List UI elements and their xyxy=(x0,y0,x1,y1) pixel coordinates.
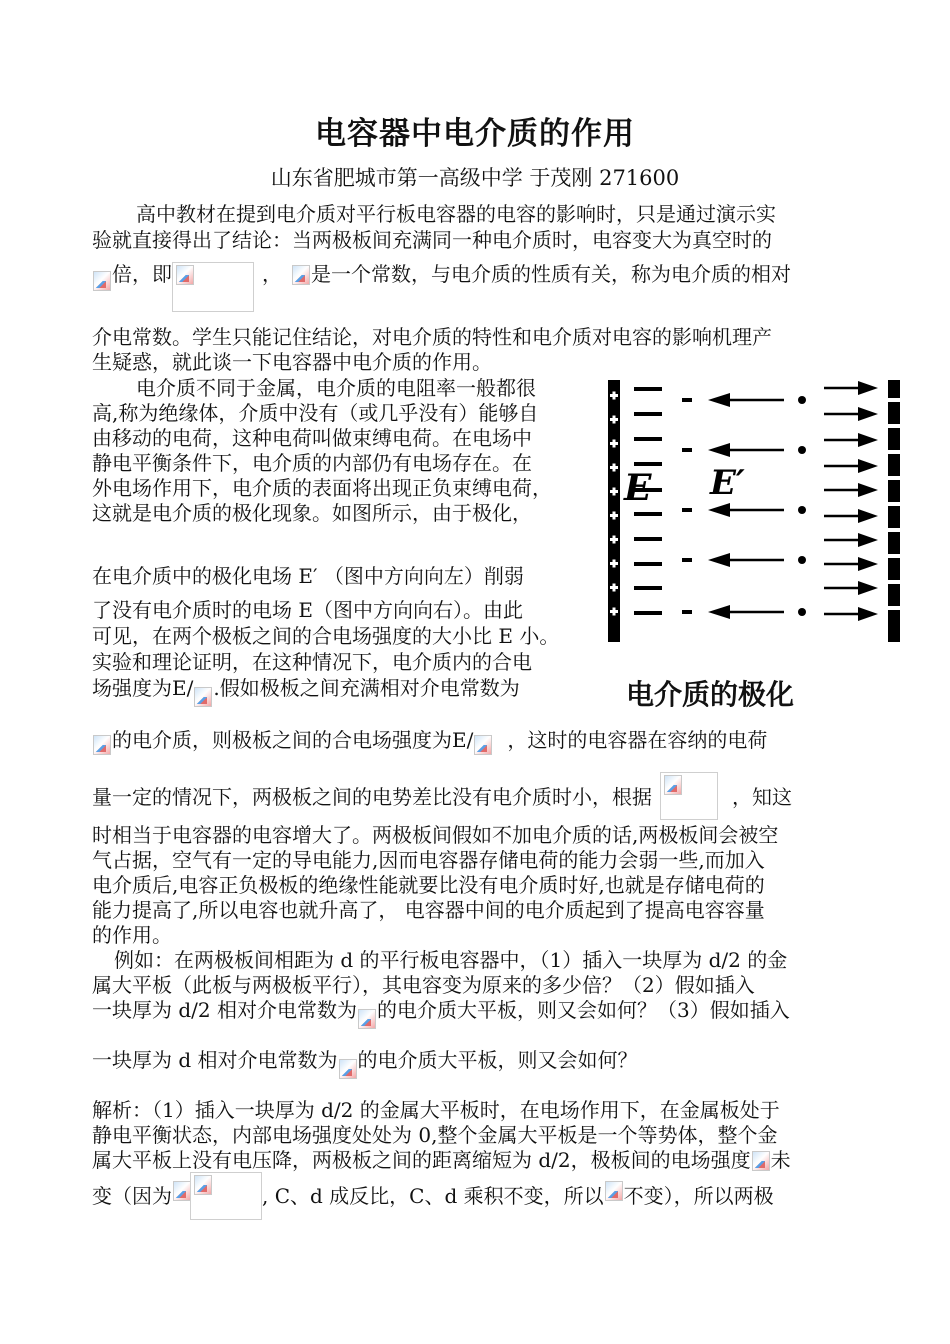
example-line3 xyxy=(92,998,790,1029)
negative-plate xyxy=(888,380,900,642)
figure-caption: 电介质的极化 xyxy=(626,678,795,711)
formula-image-icon xyxy=(176,265,194,285)
formula-box xyxy=(190,1172,262,1220)
formula-image-icon xyxy=(93,271,111,291)
formula-image-icon xyxy=(664,775,682,795)
para2-line11 xyxy=(92,676,520,707)
para1-line4: 介电常数。学生只能记住结论，对电介质的特性和电介质对电容的影响机理产 xyxy=(92,325,772,349)
formula-image-icon xyxy=(194,1175,212,1195)
formula-image-icon xyxy=(605,1181,623,1201)
field-arrows-right xyxy=(824,381,878,621)
text: 量一定的情况下，两极板之间的电势差比没有电介质时小，根据 xyxy=(92,785,652,809)
formula-image-icon xyxy=(339,1059,357,1079)
formula-image-icon xyxy=(194,687,212,707)
formula-box xyxy=(172,262,254,312)
formula-image-icon xyxy=(474,735,492,755)
para2-line13 xyxy=(92,772,792,820)
text: ，知这 xyxy=(732,785,792,809)
para2-line4: 静电平衡条件下，电介质的内部仍有电场存在。在 xyxy=(92,451,532,475)
para1-line2: 验就直接得出了结论：当两极板间充满同一种电介质时，电容变大为真空时的 xyxy=(92,228,772,252)
dipole-row xyxy=(682,503,806,517)
dipole-row xyxy=(682,393,806,407)
formula-image-icon xyxy=(93,735,111,755)
formula-image-icon xyxy=(358,1009,376,1029)
para2-line12 xyxy=(92,728,767,755)
solution-line1: 解析：（1）插入一块厚为 d/2 的金属大平板时，在电场作用下，在金属板处于 xyxy=(92,1098,780,1122)
solution-line2: 静电平衡状态，内部电场强度处处为 0,整个金属大平板是一个等势体，整个金 xyxy=(92,1123,778,1147)
text: ，这时的电容器在容纳的电荷 xyxy=(507,728,768,752)
para2-line8: 了没有电介质时的电场 E（图中方向向右）。由此 xyxy=(92,598,523,622)
polarization-figure xyxy=(606,378,906,648)
text: ， xyxy=(262,262,282,286)
text: 是一个常数，与电介质的性质有关，称为电介质的相对 xyxy=(311,262,791,286)
para2-line10: 实验和理论证明，在这种情况下，电介质内的合电 xyxy=(92,650,532,674)
para2-line17: 能力提高了,所以电容也就升高了， 电容器中间的电介质起到了提高电容容量 xyxy=(92,898,765,922)
text: 的电介质大平板，则又会如何？ xyxy=(357,1048,638,1072)
text: .假如极板之间充满相对介电常数为 xyxy=(213,676,520,700)
formula-box xyxy=(660,772,718,820)
para1-line3 xyxy=(92,262,791,312)
para1-line5: 生疑惑，就此谈一下电容器中电介质的作用。 xyxy=(92,350,492,374)
para1-line1: 高中教材在提到电介质对平行板电容器的电容的影响时，只是通过演示实 xyxy=(136,202,776,226)
solution-line3 xyxy=(92,1148,791,1173)
text: 未 xyxy=(770,1148,791,1172)
para2-line18: 的作用。 xyxy=(92,923,172,947)
para2-line6: 这就是电介质的极化现象。如图所示，由于极化， xyxy=(92,501,532,525)
dipole-row xyxy=(682,605,806,619)
label-e: E xyxy=(624,467,652,509)
para2-line1: 电介质不同于金属，电介质的电阻率一般都很 xyxy=(136,376,536,400)
dipole-row xyxy=(682,443,806,457)
text: 场强度为E/ xyxy=(92,676,194,700)
text: 倍，即 xyxy=(112,262,172,286)
para2-line9: 可见，在两个极板之间的合电场强度的大小比 E 小。 xyxy=(92,624,560,648)
para2-line5: 外电场作用下，电介质的表面将出现正负束缚电荷， xyxy=(92,476,552,500)
text: 的电介质大平板，则又会如何？（3）假如插入 xyxy=(376,998,790,1022)
dipole-row xyxy=(682,553,806,567)
page-title: 电容器中电介质的作用 xyxy=(315,116,635,152)
positive-plate xyxy=(608,380,620,642)
formula-image-icon xyxy=(173,1181,191,1201)
text: , C、d 成反比，C、d 乘积不变，所以 xyxy=(262,1184,604,1208)
text: 属大平板上没有电压降，两极板之间的距离缩短为 d/2，极板间的电场强度 xyxy=(92,1148,751,1172)
para2-line15: 气占据，空气有一定的导电能力,因而电容器存储电荷的能力会弱一些,而加入 xyxy=(92,848,765,872)
solution-line4 xyxy=(92,1172,774,1220)
text: 一块厚为 d 相对介电常数为 xyxy=(92,1048,338,1072)
text: 不变），所以两极 xyxy=(623,1184,774,1208)
para2-line7: 在电介质中的极化电场 E′ （图中方向向左）削弱 xyxy=(92,564,524,588)
para2-line3: 由移动的电荷，这种电荷叫做束缚电荷。在电场中 xyxy=(92,426,532,450)
label-e-prime: E′ xyxy=(710,463,745,503)
para2-line14: 时相当于电容器的电容增大了。两极板间假如不加电介质的话,两极板间会被空 xyxy=(92,823,779,847)
para2-line16: 电介质后,电容正负极板的绝缘性能就要比没有电介质时好,也就是存储电荷的 xyxy=(92,873,765,897)
author-line: 山东省肥城市第一高级中学 于茂刚 271600 xyxy=(270,166,680,190)
text: 变（因为 xyxy=(92,1184,172,1208)
text: 一块厚为 d/2 相对介电常数为 xyxy=(92,998,357,1022)
example-line1: 例如：在两极板间相距为 d 的平行板电容器中，（1）插入一块厚为 d/2 的金 xyxy=(114,948,788,972)
formula-image-icon xyxy=(752,1151,770,1171)
example-line2: 属大平板（此板与两极板平行），其电容变为原来的多少倍？（2）假如插入 xyxy=(92,973,755,997)
para2-line2: 高,称为绝缘体，介质中没有（或几乎没有）能够自 xyxy=(92,401,539,425)
formula-image-icon xyxy=(292,265,310,285)
example-line4 xyxy=(92,1048,638,1079)
text: 的电介质，则极板之间的合电场强度为E/ xyxy=(112,728,474,752)
